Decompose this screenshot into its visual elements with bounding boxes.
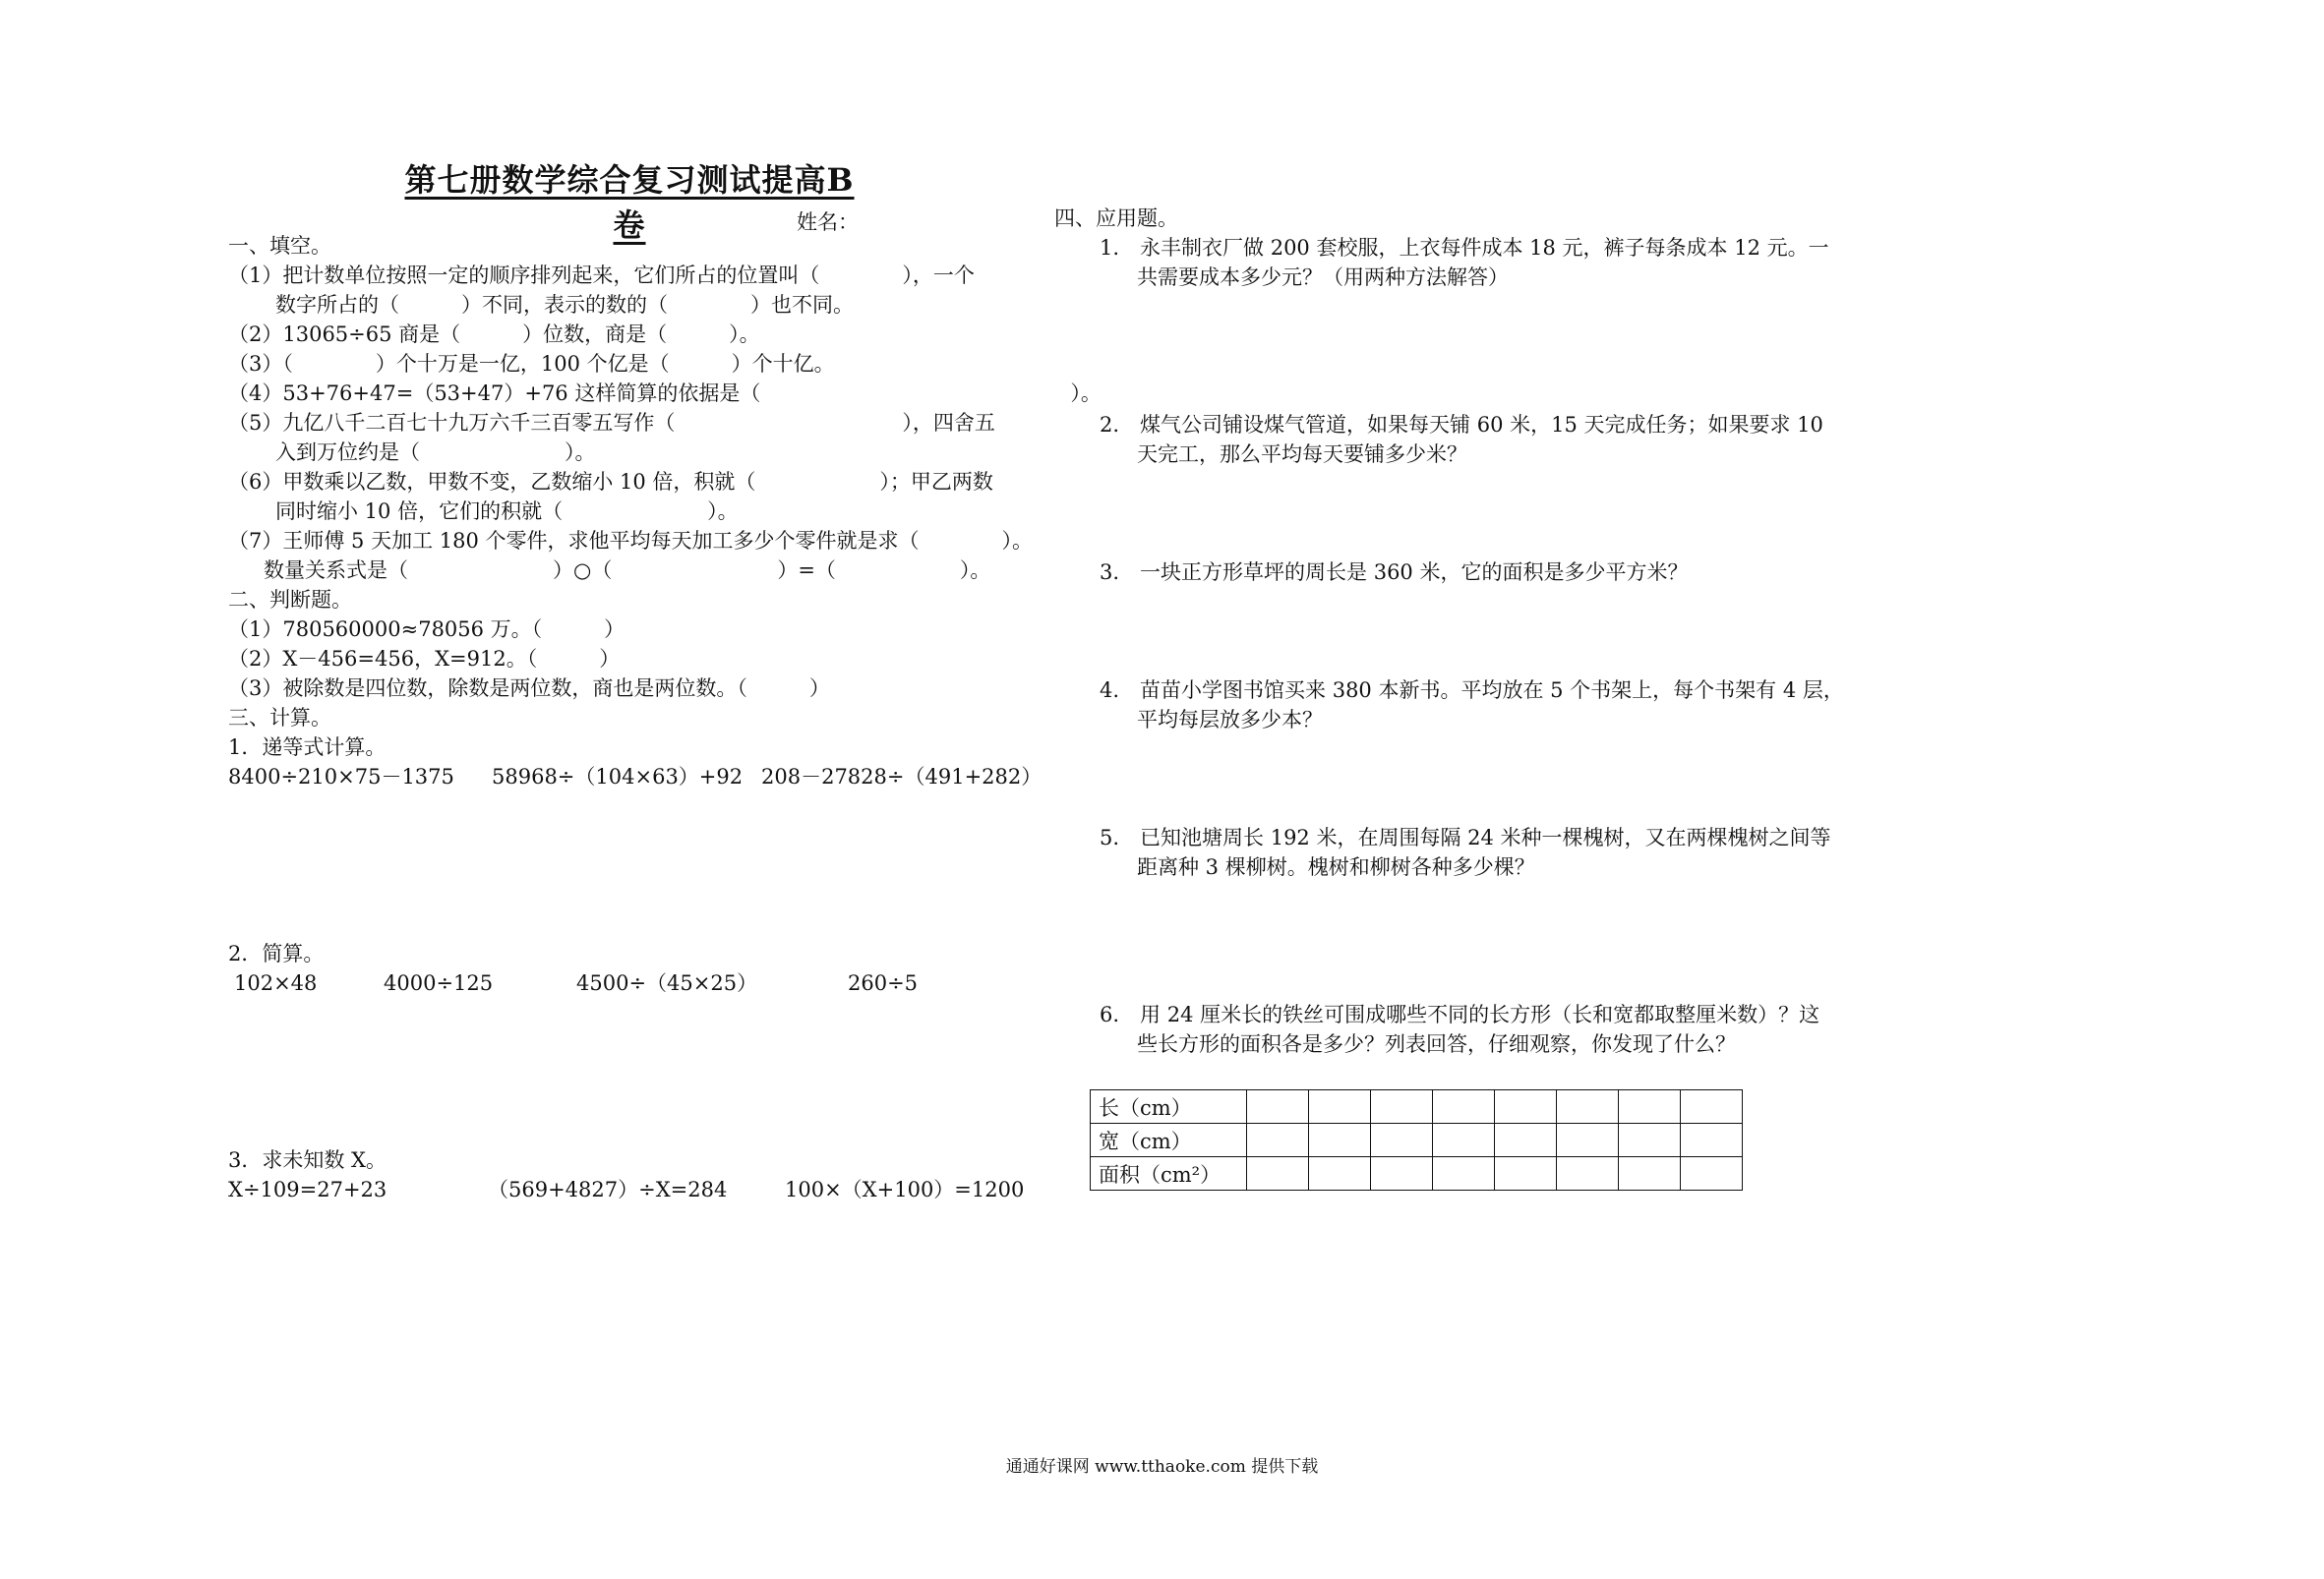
calc-simplify-expr-3: 4500÷（45×25） [576,971,758,995]
table-cell[interactable] [1619,1157,1681,1191]
table-cell[interactable] [1619,1124,1681,1157]
table-cell[interactable] [1371,1157,1433,1191]
calc-unknown-expr-3: 100×（X+100）=1200 [785,1178,1025,1201]
question-7-line1: （7）王师傅 5 天加工 180 个零件，求他平均每天加工多少个零件就是求（ ）。 [228,529,1034,553]
name-label: 姓名： [797,210,859,234]
calc-unknown-expr-2: （569+4827）÷X=284 [488,1178,728,1201]
question-1-line1: （1）把计数单位按照一定的顺序排列起来，它们所占的位置叫（ ），一个 [228,263,975,287]
table-cell[interactable] [1557,1157,1619,1191]
problem-3: 3. 一块正方形草坪的周长是 360 米，它的面积是多少平方米？ [1100,560,1689,584]
problem-6-line1: 6. 用 24 厘米长的铁丝可围成哪些不同的长方形（长和宽都取整厘米数）？这 [1100,1003,1820,1026]
table-cell[interactable] [1495,1157,1557,1191]
table-row [1091,1090,1743,1124]
judgement-1: （1）780560000≈78056 万。（ ） [228,617,626,641]
table-cell[interactable] [1433,1157,1495,1191]
question-5-line1: （5）九亿八千二百七十九万六千三百零五写作（ ），四舍五 [228,411,995,435]
problem-2-line2: 天完工，那么平均每天要铺多少米？ [1137,442,1467,466]
page-title: 第七册数学综合复习测试提高B卷 [404,161,855,244]
problem-1-line2: 共需要成本多少元？（用两种方法解答） [1137,265,1509,289]
table-row [1091,1124,1743,1157]
table-cell[interactable] [1681,1124,1743,1157]
calc-step-expr-1: 8400÷210×75－1375 [228,765,454,789]
question-6-line2: 同时缩小 10 倍，它们的积就（ ）。 [275,499,739,523]
table-cell[interactable] [1247,1090,1309,1124]
problem-4-line1: 4. 苗苗小学图书馆买来 380 本新书。平均放在 5 个书架上，每个书架有 4 层， [1100,678,1844,702]
question-6-line1: （6）甲数乘以乙数，甲数不变，乙数缩小 10 倍，积就（ ）；甲乙两数 [228,470,993,494]
table-cell[interactable] [1309,1124,1371,1157]
calc-unknown-heading: 3．求未知数 X。 [228,1148,387,1172]
problem-5-line1: 5. 已知池塘周长 192 米，在周围每隔 24 米种一棵槐树，又在两棵槐树之间等 [1100,826,1831,849]
question-7-line2: 数量关系式是（ ）○（ ）=（ ）。 [264,558,991,582]
section-fill-blank: 一、填空。 [228,234,331,258]
judgement-2: （2）X－456=456，X=912。（ ） [228,647,621,671]
table-cell[interactable] [1371,1124,1433,1157]
problem-1-line1: 1. 永丰制衣厂做 200 套校服，上衣每件成本 18 元，裤子每条成本 12 元。一 [1100,236,1829,260]
row-header-length: 长（cm） [1091,1090,1247,1124]
table-cell[interactable] [1495,1090,1557,1124]
table-cell[interactable] [1557,1124,1619,1157]
problem-4-line2: 平均每层放多少本？ [1137,708,1323,731]
judgement-3: （3）被除数是四位数，除数是两位数，商也是两位数。（ ） [228,676,830,700]
table-cell[interactable] [1371,1090,1433,1124]
table-cell[interactable] [1681,1090,1743,1124]
section-word-problems: 四、应用题。 [1054,206,1178,230]
table-cell[interactable] [1309,1157,1371,1191]
calc-step-expr-2: 58968÷（104×63）+92 [492,765,744,789]
section-judgement: 二、判断题。 [228,588,352,612]
calc-unknown-expr-1: X÷109=27+23 [228,1178,387,1201]
table-cell[interactable] [1495,1124,1557,1157]
answer-table [1090,1089,1743,1191]
question-2: （2）13065÷65 商是（ ）位数，商是（ ）。 [228,322,760,346]
table-cell[interactable] [1309,1090,1371,1124]
row-header-width: 宽（cm） [1091,1124,1247,1157]
calc-simplify-expr-4: 260÷5 [848,971,919,995]
problem-5-line2: 距离种 3 棵柳树。槐树和柳树各种多少棵？ [1137,855,1535,879]
calc-simplify-expr-2: 4000÷125 [384,971,494,995]
footer-source: 通通好课网 www.tthaoke.com 提供下载 [1005,1457,1319,1477]
table-cell[interactable] [1681,1157,1743,1191]
calc-step-heading: 1．递等式计算。 [228,735,387,759]
calc-simplify-heading: 2．简算。 [228,942,325,965]
question-1-line2: 数字所占的（ ）不同，表示的数的（ ）也不同。 [275,293,854,317]
question-4: （4）53+76+47=（53+47）+76 这样简算的依据是（ ）。 [228,381,1102,405]
question-3: （3）（ ）个十万是一亿，100 个亿是（ ）个十亿。 [228,352,835,376]
table-cell[interactable] [1433,1090,1495,1124]
problem-6-line2: 些长方形的面积各是多少？列表回答，仔细观察，你发现了什么？ [1137,1032,1736,1056]
question-5-line2: 入到万位约是（ ）。 [275,440,596,464]
table-row [1091,1157,1743,1191]
table-cell[interactable] [1247,1157,1309,1191]
table-cell[interactable] [1247,1124,1309,1157]
table-cell[interactable] [1619,1090,1681,1124]
table-cell[interactable] [1433,1124,1495,1157]
section-calculation: 三、计算。 [228,706,331,730]
calc-step-expr-3: 208－27828÷（491+282） [761,765,1043,789]
problem-2-line1: 2. 煤气公司铺设煤气管道，如果每天铺 60 米，15 天完成任务；如果要求 10 [1100,413,1823,437]
row-header-area: 面积（cm²） [1091,1157,1247,1191]
calc-simplify-expr-1: 102×48 [234,971,318,995]
table-cell[interactable] [1557,1090,1619,1124]
